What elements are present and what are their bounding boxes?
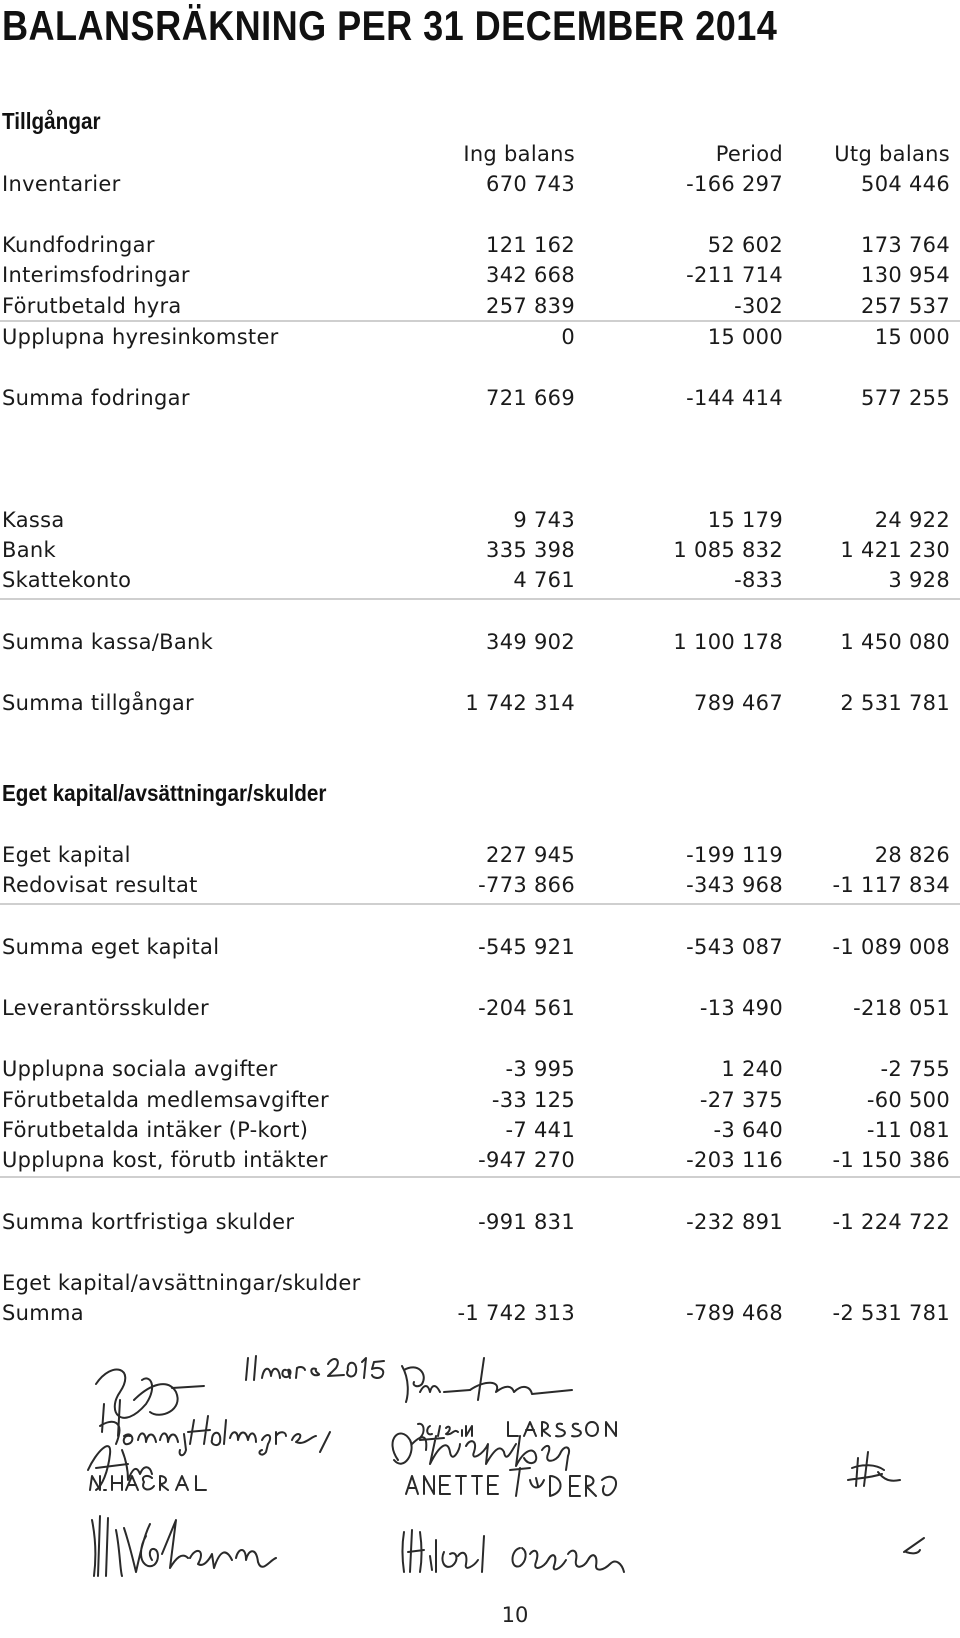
period-value: 15 179 xyxy=(707,508,783,532)
table-row xyxy=(0,993,960,1023)
grand-total-label: Eget kapital/avsättningar/skulder xyxy=(2,1271,361,1295)
divider xyxy=(0,1176,960,1178)
utg-balans-value: 3 928 xyxy=(888,568,950,592)
ing-balans-value: 4 761 xyxy=(513,568,575,592)
table-row xyxy=(0,230,960,260)
ing-balans-value: 721 669 xyxy=(486,386,575,410)
period-value: -543 087 xyxy=(686,935,783,959)
utg-balans-value: 504 446 xyxy=(861,172,950,196)
subtotal-row xyxy=(0,1207,960,1237)
ing-balans-value: 227 945 xyxy=(486,843,575,867)
utg-balans-value: 130 954 xyxy=(861,263,950,287)
utg-balans-value: -1 117 834 xyxy=(832,873,950,897)
utg-balans-value: -1 224 722 xyxy=(832,1210,950,1234)
page-number: 10 xyxy=(501,1603,529,1627)
table-row xyxy=(0,1085,960,1115)
ing-balans-value: 349 902 xyxy=(486,630,575,654)
divider xyxy=(0,903,960,905)
row-label: Summa kortfristiga skulder xyxy=(2,1210,295,1234)
period-value: -166 297 xyxy=(686,172,783,196)
utg-balans-value: 24 922 xyxy=(874,508,950,532)
row-label: Förutbetalda intäker (P-kort) xyxy=(2,1118,309,1142)
row-label: Summa fodringar xyxy=(2,386,190,410)
table-row xyxy=(0,535,960,565)
ing-balans-value: -991 831 xyxy=(478,1210,575,1234)
ing-balans-value: -7 441 xyxy=(505,1118,575,1142)
row-label: Kundfodringar xyxy=(2,233,155,257)
period-value: 52 602 xyxy=(707,233,783,257)
column-headers xyxy=(0,139,960,169)
column-header-period: Period xyxy=(715,142,783,166)
ing-balans-value: -33 125 xyxy=(491,1088,575,1112)
row-label: Upplupna sociala avgifter xyxy=(2,1057,278,1081)
total-row xyxy=(0,688,960,718)
ing-balans-value: -3 995 xyxy=(505,1057,575,1081)
utg-balans-value: 173 764 xyxy=(861,233,950,257)
row-label: Kassa xyxy=(2,508,65,532)
period-value: 1 085 832 xyxy=(673,538,783,562)
liabilities-heading: Eget kapital/avsättningar/skulder xyxy=(2,780,327,806)
signature-1 xyxy=(96,1370,330,1456)
utg-balans-value: 257 537 xyxy=(861,294,950,318)
utg-balans-value: 15 000 xyxy=(874,325,950,349)
row-label: Interimsfodringar xyxy=(2,263,190,287)
row-label: Upplupna kost, förutb intäkter xyxy=(2,1148,328,1172)
period-value: -833 xyxy=(734,568,783,592)
period-value: 15 000 xyxy=(707,325,783,349)
row-label: Förutbetalda medlemsavgifter xyxy=(2,1088,329,1112)
signature-initials-1 xyxy=(848,1452,900,1486)
row-label: Bank xyxy=(2,538,56,562)
signature-2 xyxy=(402,1358,616,1438)
page-title: BALANSRÄKNING PER 31 DECEMBER 2014 xyxy=(2,2,778,49)
row-label: Summa xyxy=(2,1301,84,1325)
period-value: -13 490 xyxy=(699,996,783,1020)
ing-balans-value: -773 866 xyxy=(478,873,575,897)
column-header-utg-balans: Utg balans xyxy=(834,142,950,166)
period-value: 1 240 xyxy=(721,1057,783,1081)
utg-balans-value: 28 826 xyxy=(874,843,950,867)
row-label: Eget kapital xyxy=(2,843,131,867)
period-value: -232 891 xyxy=(686,1210,783,1234)
subtotal-row xyxy=(0,383,960,413)
signature-4 xyxy=(393,1433,617,1496)
grand-total-row xyxy=(0,1298,960,1328)
period-value: -343 968 xyxy=(686,873,783,897)
utg-balans-value: 1 450 080 xyxy=(840,630,950,654)
signature-area xyxy=(0,1340,960,1610)
utg-balans-value: 2 531 781 xyxy=(840,691,950,715)
row-label: Förutbetald hyra xyxy=(2,294,182,318)
table-row xyxy=(0,840,960,870)
table-row xyxy=(0,291,960,321)
table-row xyxy=(0,505,960,535)
period-value: 1 100 178 xyxy=(673,630,783,654)
row-label: Leverantörsskulder xyxy=(2,996,209,1020)
signature-3 xyxy=(88,1446,206,1490)
utg-balans-value: -60 500 xyxy=(866,1088,950,1112)
row-label: Summa eget kapital xyxy=(2,935,220,959)
ing-balans-value: -1 742 313 xyxy=(457,1301,575,1325)
utg-balans-value: -1 089 008 xyxy=(832,935,950,959)
signature-5 xyxy=(92,1516,276,1576)
utg-balans-value: 577 255 xyxy=(861,386,950,410)
utg-balans-value: -218 051 xyxy=(853,996,950,1020)
ing-balans-value: 670 743 xyxy=(486,172,575,196)
row-label: Summa kassa/Bank xyxy=(2,630,214,654)
signature-initials-2 xyxy=(904,1538,924,1553)
grand-total-label-row xyxy=(0,1268,960,1298)
period-value: -211 714 xyxy=(686,263,783,287)
period-value: -3 640 xyxy=(713,1118,783,1142)
divider xyxy=(0,598,960,600)
row-label: Summa tillgångar xyxy=(2,691,194,715)
signature-date xyxy=(246,1356,384,1380)
period-value: -302 xyxy=(734,294,783,318)
row-label: Inventarier xyxy=(2,172,121,196)
ing-balans-value: 335 398 xyxy=(486,538,575,562)
column-header-ing-balans: Ing balans xyxy=(463,142,575,166)
row-label: Skattekonto xyxy=(2,568,132,592)
utg-balans-value: 1 421 230 xyxy=(840,538,950,562)
table-row xyxy=(0,260,960,290)
period-value: -144 414 xyxy=(686,386,783,410)
period-value: -789 468 xyxy=(686,1301,783,1325)
period-value: -203 116 xyxy=(686,1148,783,1172)
table-row xyxy=(0,322,960,352)
ing-balans-value: -947 270 xyxy=(478,1148,575,1172)
ing-balans-value: -545 921 xyxy=(478,935,575,959)
table-row xyxy=(0,870,960,900)
assets-heading: Tillgångar xyxy=(2,108,101,134)
subtotal-row xyxy=(0,932,960,962)
period-value: -27 375 xyxy=(699,1088,783,1112)
utg-balans-value: -2 755 xyxy=(880,1057,950,1081)
row-label: Redovisat resultat xyxy=(2,873,198,897)
utg-balans-value: -2 531 781 xyxy=(832,1301,950,1325)
period-value: 789 467 xyxy=(694,691,783,715)
subtotal-row xyxy=(0,627,960,657)
row-label: Upplupna hyresinkomster xyxy=(2,325,279,349)
ing-balans-value: 342 668 xyxy=(486,263,575,287)
ing-balans-value: 1 742 314 xyxy=(465,691,575,715)
ing-balans-value: 257 839 xyxy=(486,294,575,318)
table-row xyxy=(0,565,960,595)
table-row xyxy=(0,1115,960,1145)
ing-balans-value: 121 162 xyxy=(486,233,575,257)
ing-balans-value: 9 743 xyxy=(513,508,575,532)
signature-6 xyxy=(403,1530,625,1572)
ing-balans-value: -204 561 xyxy=(478,996,575,1020)
utg-balans-value: -11 081 xyxy=(866,1118,950,1142)
table-row xyxy=(0,169,960,199)
period-value: -199 119 xyxy=(686,843,783,867)
table-row xyxy=(0,1054,960,1084)
utg-balans-value: -1 150 386 xyxy=(832,1148,950,1172)
ing-balans-value: 0 xyxy=(561,325,575,349)
table-row xyxy=(0,1145,960,1175)
